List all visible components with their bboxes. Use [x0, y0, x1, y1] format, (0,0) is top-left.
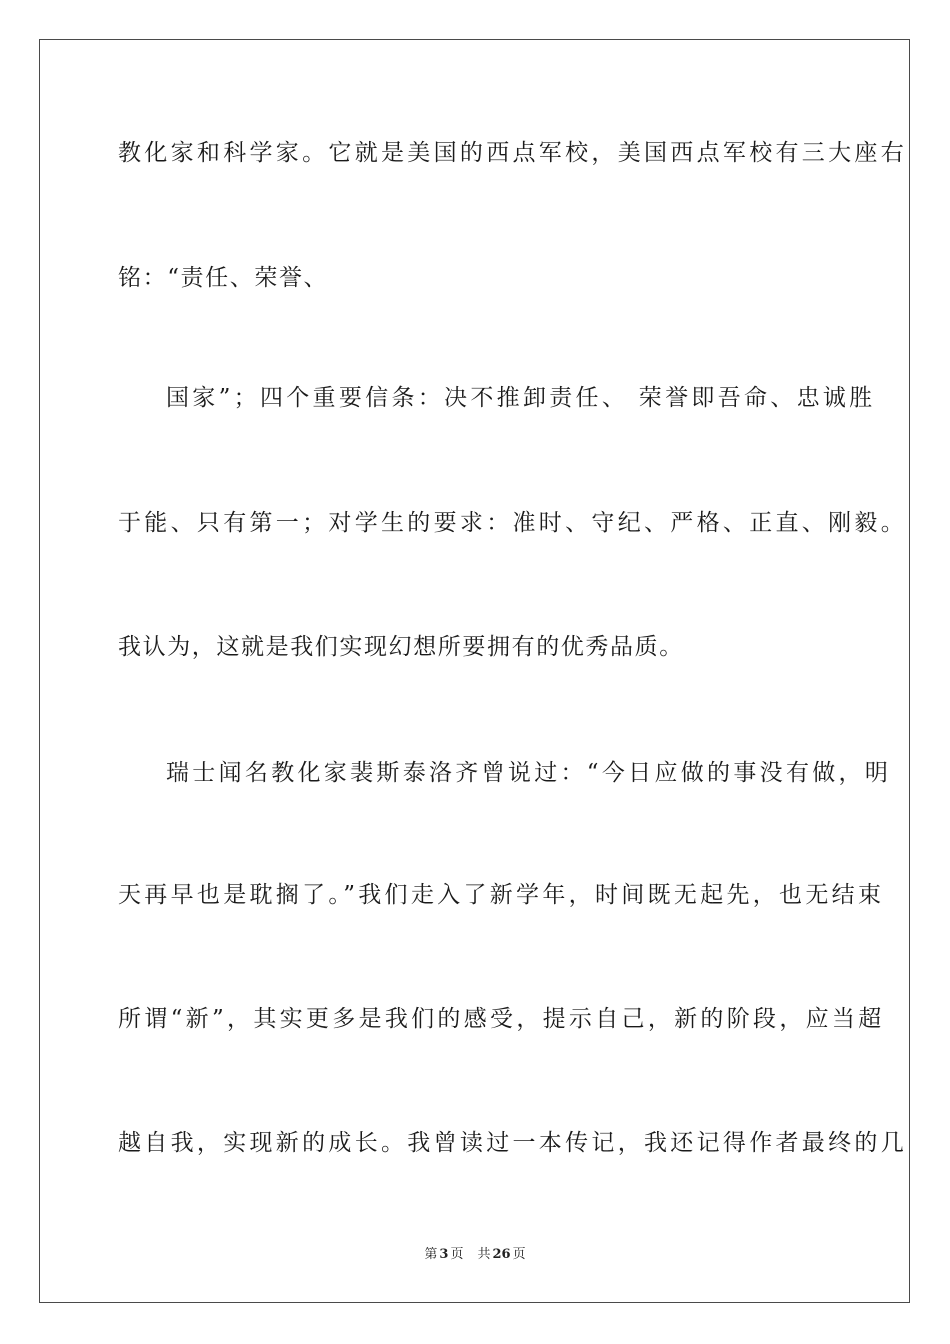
total-label-suffix: 页 — [512, 1247, 526, 1262]
body-text-line: 我认为，这就是我们实现幻想所要拥有的优秀品质。 — [118, 634, 684, 660]
total-pages: 26 — [492, 1247, 511, 1262]
page-label-prefix: 第 — [424, 1247, 438, 1262]
body-text-line: 越自我，实现新的成长。我曾读过一本传记，我还记得作者最终的几 — [118, 1130, 907, 1156]
body-text-line: 所谓“新”，其实更多是我们的感受，提示自己，新的阶段，应当超 — [118, 1006, 885, 1032]
body-text-line: 于能、只有第一；对学生的要求：准时、守纪、严格、正直、刚毅。 — [118, 510, 907, 536]
total-label-prefix: 共 — [477, 1247, 491, 1262]
page-border — [39, 39, 910, 1303]
body-text-line: 教化家和科学家。它就是美国的西点军校，美国西点军校有三大座右 — [118, 140, 907, 166]
page-number: 3 — [439, 1247, 449, 1262]
body-text-line: 瑞士闻名教化家裴斯泰洛齐曾说过：“今日应做的事没有做，明 — [166, 760, 892, 786]
page-label-suffix: 页 — [450, 1247, 464, 1262]
body-text-line: 铭：“责任、荣誉、 — [118, 265, 329, 291]
body-text-line: 国家”；四个重要信条：决不推卸责任、 荣誉即吾命、忠诚胜 — [166, 385, 876, 411]
page-footer — [0, 1246, 950, 1264]
body-text-line: 天再早也是耽搁了。”我们走入了新学年，时间既无起先，也无结束 — [118, 882, 885, 908]
